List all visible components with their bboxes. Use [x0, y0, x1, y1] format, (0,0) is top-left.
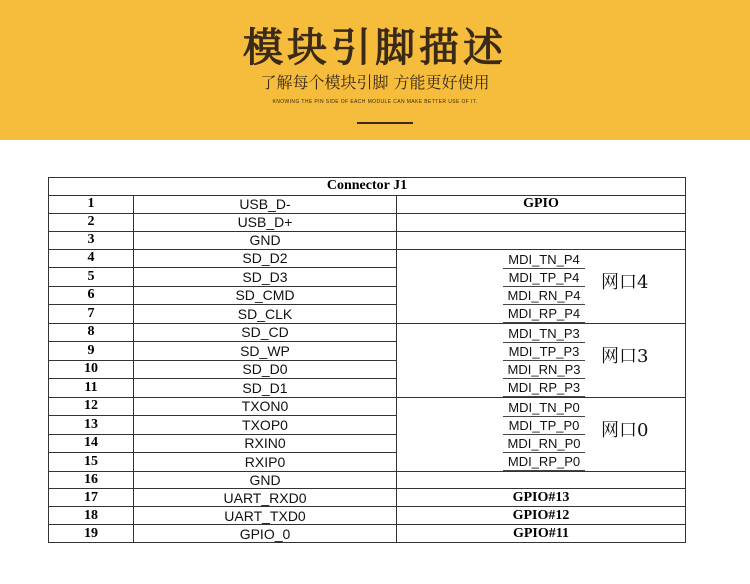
pin-number: 18	[49, 507, 134, 525]
mdi-signal: MDI_TN_P3	[503, 324, 585, 343]
gpio-cell: GPIO#12	[397, 507, 686, 525]
pin-signal: SD_D0	[134, 360, 397, 379]
table-row	[49, 249, 686, 268]
pin-number: 7	[49, 305, 134, 324]
port-label: 网口4	[601, 271, 649, 293]
header-banner	[0, 0, 750, 140]
port-group-0	[397, 397, 686, 471]
pin-number: 19	[49, 525, 134, 543]
mdi-signal: MDI_RN_P0	[503, 434, 585, 453]
table-row	[49, 507, 686, 525]
page-subtitle: 了解每个模块引脚 方能更好使用	[260, 73, 490, 92]
table-caption: Connector J1	[49, 178, 686, 196]
pin-signal: UART_RXD0	[134, 489, 397, 507]
pin-number: 1	[49, 195, 134, 213]
mdi-signal: MDI_TP_P3	[503, 342, 585, 361]
pin-number: 2	[49, 213, 134, 231]
gpio-cell	[397, 231, 686, 249]
mdi-signal: MDI_RN_P3	[503, 360, 585, 379]
gpio-cell	[397, 471, 686, 489]
pin-signal: SD_D1	[134, 379, 397, 398]
pin-number: 3	[49, 231, 134, 249]
mdi-signal: MDI_TN_P4	[503, 250, 585, 269]
pin-signal: SD_CMD	[134, 286, 397, 305]
table-row	[49, 195, 686, 213]
table-row	[49, 489, 686, 507]
table-row	[49, 213, 686, 231]
pin-signal: USB_D+	[134, 213, 397, 231]
port-group-4	[397, 249, 686, 323]
gpio-cell	[397, 213, 686, 231]
gpio-header: GPIO	[397, 195, 686, 213]
mdi-signal: MDI_TP_P4	[503, 268, 585, 287]
pin-number: 6	[49, 286, 134, 305]
mdi-signal: MDI_TN_P0	[503, 398, 585, 417]
port-group-3	[397, 323, 686, 397]
pin-number: 10	[49, 360, 134, 379]
page-title: 模块引脚描述	[243, 25, 507, 71]
mdi-signal: MDI_RP_P0	[503, 452, 585, 471]
pin-signal: SD_D2	[134, 249, 397, 268]
table-caption-row	[49, 178, 686, 196]
pin-number: 8	[49, 323, 134, 342]
mdi-signal: MDI_RN_P4	[503, 286, 585, 305]
pin-signal: TXON0	[134, 397, 397, 416]
pin-signal: UART_TXD0	[134, 507, 397, 525]
pin-number: 12	[49, 397, 134, 416]
pin-signal: TXOP0	[134, 416, 397, 435]
pin-signal: RXIP0	[134, 453, 397, 472]
title-underline	[357, 122, 413, 124]
page-tagline: KNOWING THE PIN SIDE OF EACH MODULE CAN MAKE BETTER USE OF IT.	[272, 99, 478, 105]
pin-signal: GND	[134, 231, 397, 249]
gpio-cell: GPIO#13	[397, 489, 686, 507]
pin-signal: GND	[134, 471, 397, 489]
pin-number: 11	[49, 379, 134, 398]
pin-number: 14	[49, 434, 134, 453]
port-label: 网口0	[601, 419, 649, 441]
port-label: 网口3	[601, 345, 649, 367]
mdi-signal: MDI_RP_P3	[503, 378, 585, 397]
table-row	[49, 323, 686, 342]
table-row	[49, 471, 686, 489]
pin-signal: GPIO_0	[134, 525, 397, 543]
table-row	[49, 231, 686, 249]
pin-signal: USB_D-	[134, 195, 397, 213]
connector-table	[48, 177, 686, 543]
mdi-signal: MDI_RP_P4	[503, 304, 585, 323]
pin-signal: SD_WP	[134, 342, 397, 361]
pin-number: 15	[49, 453, 134, 472]
mdi-signal: MDI_TP_P0	[503, 416, 585, 435]
pin-number: 13	[49, 416, 134, 435]
pin-number: 5	[49, 268, 134, 287]
pin-signal: SD_CLK	[134, 305, 397, 324]
pin-signal: RXIN0	[134, 434, 397, 453]
pin-number: 16	[49, 471, 134, 489]
pin-number: 17	[49, 489, 134, 507]
pin-signal: SD_D3	[134, 268, 397, 287]
pin-signal: SD_CD	[134, 323, 397, 342]
gpio-cell: GPIO#11	[397, 525, 686, 543]
pin-number: 9	[49, 342, 134, 361]
pin-number: 4	[49, 249, 134, 268]
table-row	[49, 397, 686, 416]
table-row	[49, 525, 686, 543]
